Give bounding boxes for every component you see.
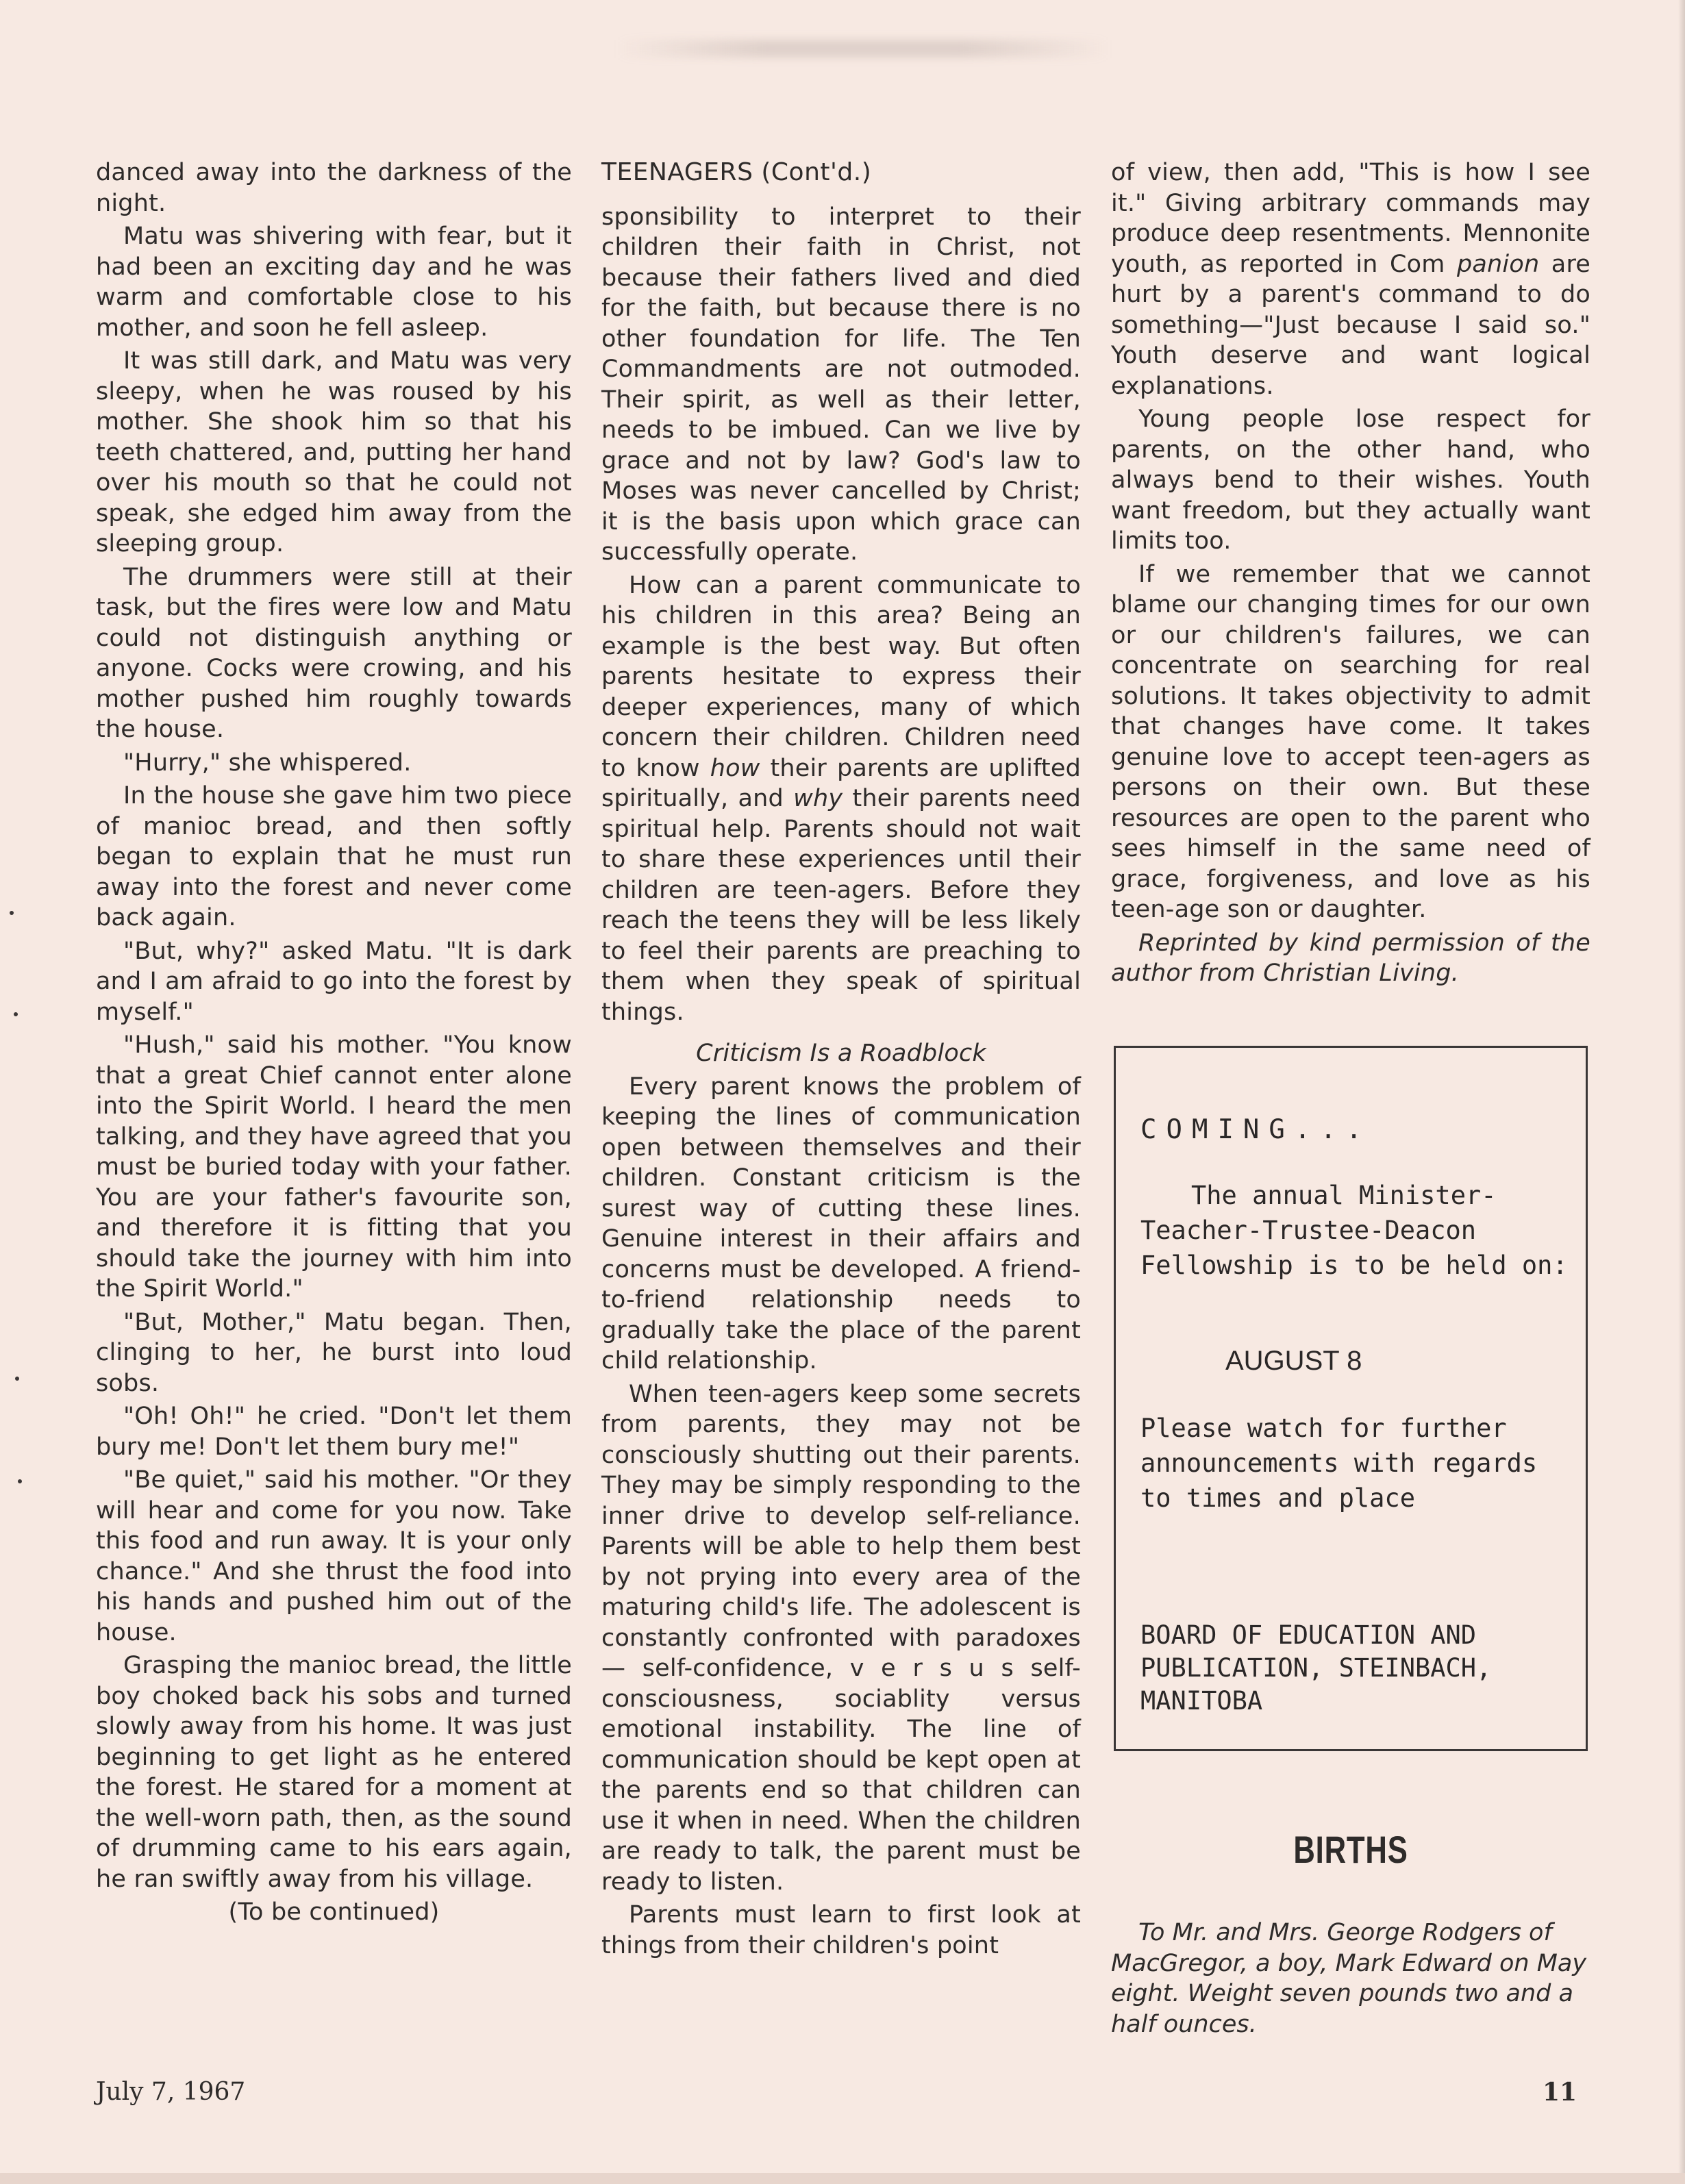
story-paragraph: "But, why?" asked Matu. "It is dark and I am afraid to go into the forest by myself." xyxy=(96,937,572,1026)
story-paragraph: "Hurry," she whispered. xyxy=(123,749,412,777)
article-paragraph xyxy=(1111,158,1590,401)
story-column xyxy=(96,158,572,1928)
issue-date: July 7, 1967 xyxy=(96,2078,246,2106)
article-paragraph: If we remember that we cannot blame our changing times for our own or our children's failures, we can concentrate on searching for real solutions. It takes objectivity to admit that changes have come. It takes genuine love to accept teen-agers as persons on their own. But these resources are open to the parent who sees himself in the same need of grace, forgiveness, and love as his teen-age son or daughter. xyxy=(1111,560,1590,923)
margin-mark xyxy=(10,911,14,915)
story-paragraph: In the house she gave him two piece of manioc bread, and then softly began to explain that he must run away into the forest and never come back again. xyxy=(96,782,572,931)
article-continuation-column xyxy=(1111,158,1590,992)
page-top-shadow xyxy=(616,40,1110,58)
article-paragraph xyxy=(601,570,1081,1028)
story-paragraph: Matu was shivering with fear, but it had been an exciting day and he was warm and comfortable close to his mother, and soon he fell asleep. xyxy=(96,223,572,342)
emphasis-why: why xyxy=(793,785,843,812)
story-paragraph: "Oh! Oh!" he cried. "Don't let them bury me! Don't let them bury me!" xyxy=(96,1403,572,1461)
emphasis-how: how xyxy=(710,754,760,782)
story-paragraph: "Be quiet," said his mother. "Or they will hear and come for you now. Take this food and run away. It is your only chance." And she thrust the food into his hands and pushed him out of the house. xyxy=(96,1466,572,1646)
article-paragraph: Parents must learn to first look at things from their children's point xyxy=(601,1901,1081,1959)
announcement-date: AUGUST 8 xyxy=(1225,1346,1362,1376)
article-paragraph: Young people lose respect for parents, on the other hand, who always bend to their wishes. Youth want freedom, but they actually want limits too. xyxy=(1111,405,1590,555)
page-right-edge xyxy=(1678,0,1685,2184)
margin-mark xyxy=(14,1012,18,1016)
page-bottom-edge xyxy=(0,2173,1685,2184)
announcement-signature: BOARD OF EDUCATION AND PUBLICATION, STEINBACH, MANITOBA xyxy=(1140,1620,1492,1716)
text-run: their parents are uplifted spiritually, and xyxy=(601,754,1082,812)
announcement-intro: The annual Minister-Teacher-Trustee-Deacon Fellowship is to be held on: xyxy=(1140,1181,1568,1280)
continued-note: (To be continued) xyxy=(228,1898,440,1926)
teenagers-column xyxy=(601,158,1081,1963)
article-paragraph: sponsibility to interpret to their children their faith in Christ, not because their fathers lived and died for the faith, but because there is no other foundation for life. The Ten Commandments are not outmoded. Their spirit, as well as their letter, needs to be imbued. Can we live by grace and not by law? God's law to Moses was never cancelled by Christ; it is the basis upon which grace can successfully operate. xyxy=(601,203,1081,566)
announcement-details: Please watch for further announcements with regards to times and place xyxy=(1140,1414,1538,1513)
emphasis-panion: panion xyxy=(1456,250,1540,278)
text-run: of view, then add, "This is how I see it." Giving arbitrary commands may produce deep resentments. Mennonite youth, as reported in Com xyxy=(1111,159,1590,278)
story-paragraph: It was still dark, and Matu was very sleepy, when he was roused by his mother. She shook him so that his teeth chattered, and, putting her hand over his mouth so that he could not speak, she edged him away from the sleeping group. xyxy=(96,347,572,557)
text-run: are hurt by a parent's command to do something—"Just because I said so." Youth deserve and want logical explanations. xyxy=(1111,250,1590,400)
birth-notice: To Mr. and Mrs. George Rodgers of MacGregor, a boy, Mark Edward on May eight. Weight seven pounds two and a half ounces. xyxy=(1111,1919,1587,2038)
story-paragraph: The drummers were still at their task, but the fires were low and Matu could not distinguish anything or anyone. Cocks were crowing, and his mother pushed him roughly towards the house. xyxy=(96,563,572,743)
article-subheading: Criticism Is a Roadblock xyxy=(696,1040,986,1067)
announcement-title: COMING... xyxy=(1140,1114,1372,1145)
margin-mark xyxy=(18,1479,22,1483)
text-run: How can a parent communicate to his children in this area? Being an example is the best way. But often parents hesitate to express their deeper experiences, many of which concern their children. Children need to know xyxy=(601,571,1081,782)
article-paragraph: When teen-agers keep some secrets from parents, they may not be consciously shutting out their parents. They may be simply responding to the inner drive to develop self-reliance. Parents will be able to help them best by not prying into every area of the maturing child's life. The adolescent is constantly confronted with paradoxes— self-confidence, v e r s u s self-consciousness, sociablity versus emotional instability. The line of communication should be kept open at the parents end so that children can use it when in need. When the children are ready to talk, the parent must be ready to listen. xyxy=(601,1380,1081,1896)
announcement-box xyxy=(1114,1046,1588,1751)
article-paragraph: Every parent knows the problem of keeping the lines of communication open between themselves and their children. Constant criticism is the surest way of cutting these lines. Genuine interest in their affairs and concerns must be developed. A friend-to-friend relationship needs to gradually take the place of the parent child relationship. xyxy=(601,1072,1081,1375)
page-number: 11 xyxy=(1543,2078,1577,2107)
story-paragraph: "Hush," said his mother. "You know that a great Chief cannot enter alone into the Spirit World. I heard the men talking, and they have agreed that you must be buried today with your father. You are your father's favourite son, and therefore it is fitting that you should take the journey with him into the Spirit World." xyxy=(96,1031,572,1303)
story-paragraph: Grasping the manioc bread, the little boy choked back his sobs and turned slowly away from his home. It was just beginning to get light as he entered the forest. He stared for a moment at the well-worn path, then, as the sound of drumming came to his ears again, he ran swiftly away from his village. xyxy=(96,1652,572,1893)
story-paragraph: danced away into the darkness of the night. xyxy=(96,159,572,217)
story-paragraph: "But, Mother," Matu began. Then, clinging to her, he burst into loud sobs. xyxy=(96,1308,572,1397)
margin-mark xyxy=(15,1377,19,1381)
article-heading: TEENAGERS (Cont'd.) xyxy=(601,158,872,186)
text-run: their parents need spiritual help. Parents should not wait to share these experiences until their children are teen-agers. Before they reach the teens they will be less likely to feel their parents are preaching to them when they speak of spiritual things. xyxy=(601,785,1081,1026)
births-heading: BIRTHS xyxy=(1293,1828,1408,1871)
reprint-credit: Reprinted by kind permission of the author from Christian Living. xyxy=(1111,929,1590,987)
